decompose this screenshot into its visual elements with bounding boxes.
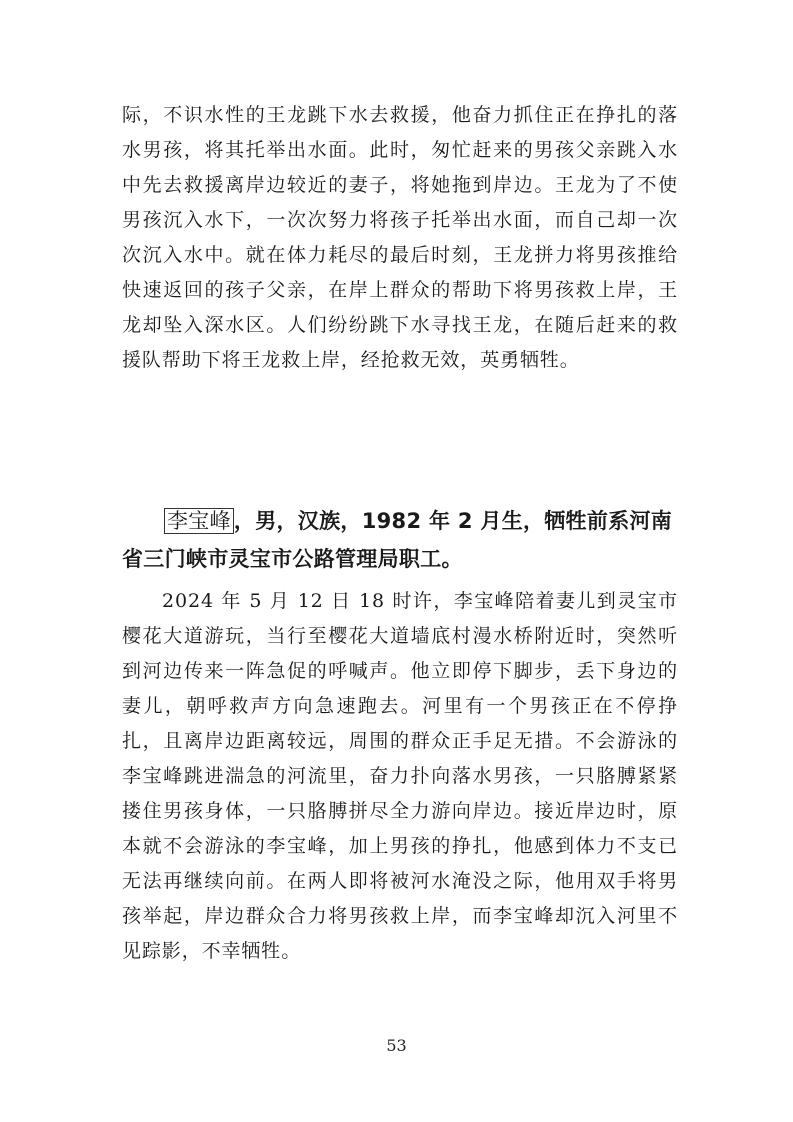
section-heading-li-baofeng [122, 502, 678, 578]
paragraph-wang-long-story: 际，不识水性的王龙跳下水去救援，他奋力抓住正在挣扎的落水男孩，将其托举出水面。此时，匆忙赶来的男孩父亲跳入水中先去救援离岸边较近的妻子，将她拖到岸边。王龙为了不使男孩沉入水下，一次次努力将孩子托举出水面，而自己却一次次沉入水中。就在体力耗尽的最后时刻，王龙拼力将男孩推给快速返回的孩子父亲，在岸上群众的帮助下将男孩救上岸，王龙却坠入深水区。人们纷纷跳下水寻找王龙，在随后赶来的救援队帮助下将王龙救上岸，经抢救无效，英勇牺牲。 [122, 104, 678, 371]
page-number: 53 [386, 1036, 407, 1055]
highlighted-name: 李宝峰 [164, 508, 234, 534]
paragraph-li-baofeng-story: 2024 年 5 月 12 日 18 时许，李宝峰陪着妻儿到灵宝市樱花大道游玩，当行至樱花大道墙底村漫水桥附近时，突然听到河边传来一阵急促的呼喊声。他立即停下脚步，丢下身边的妻儿，朝呼救声方向急速跑去。河里有一个男孩正在不停挣扎，且离岸边距离较远，周围的群众正手足无措。不会游泳的李宝峰跳进湍急的河流里，奋力扑向落水男孩，一只胳膊紧紧搂住男孩身体，一只胳膊拼尽全力游向岸边。接近岸边时，原本就不会游泳的李宝峰，加上男孩的挣扎，他感到体力不支已无法再继续向前。在两人即将被河水淹没之际，他用双手将男孩举起，岸边群众合力将男孩救上岸，而李宝峰却沉入河里不见踪影，不幸牺牲。 [122, 590, 678, 962]
heading-description: ，男，汉族，1982 年 2 月生，牺牲前系河南省三门峡市灵宝市公路管理局职工。 [122, 509, 673, 571]
